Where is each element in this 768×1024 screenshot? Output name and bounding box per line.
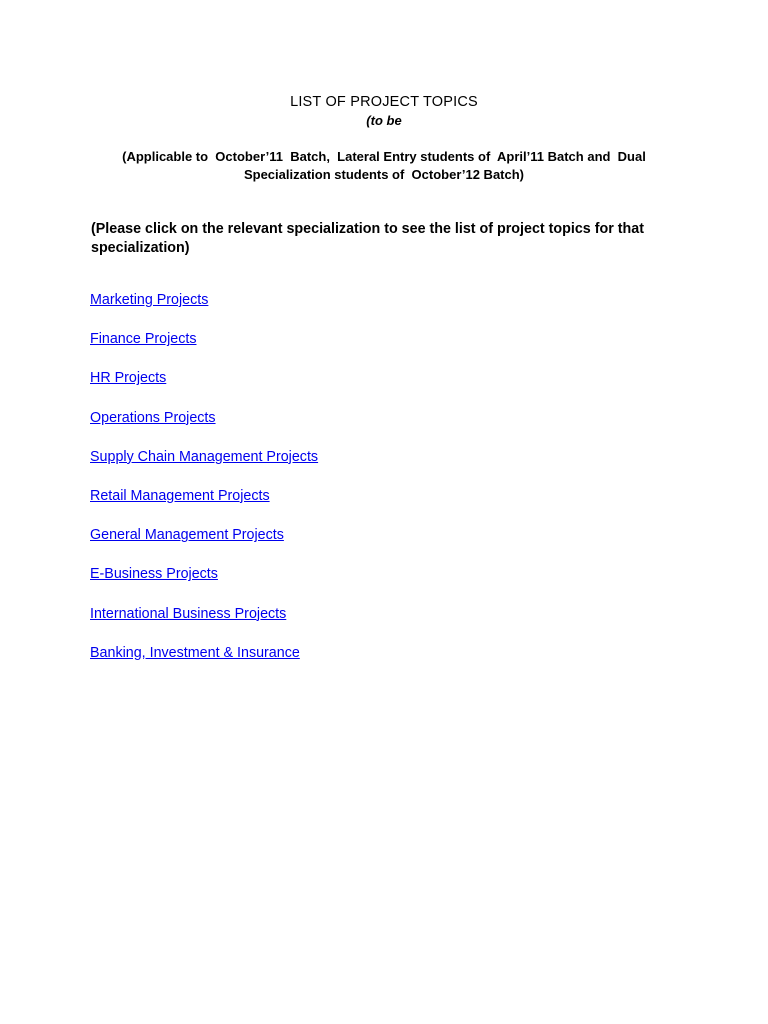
link-hr-projects[interactable]: HR Projects	[90, 370, 167, 387]
list-item	[90, 369, 318, 408]
specialization-link-list	[90, 291, 318, 683]
list-item	[90, 605, 318, 644]
page-title: LIST OF PROJECT TOPICS	[290, 94, 478, 110]
list-item	[90, 565, 318, 604]
link-e-business-projects[interactable]: E-Business Projects	[90, 566, 218, 583]
list-item	[90, 526, 318, 565]
link-banking-investment-insurance[interactable]: Banking, Investment & Insurance	[90, 644, 300, 661]
link-operations-projects[interactable]: Operations Projects	[90, 409, 216, 426]
link-general-management-projects[interactable]: General Management Projects	[90, 527, 284, 544]
applicability-line-1: (Applicable to October’11 Batch, Lateral Entry students of April’11 Batch and Dual	[122, 149, 646, 164]
list-item	[90, 330, 318, 369]
link-retail-management-projects[interactable]: Retail Management Projects	[90, 487, 270, 504]
applicability-line-2: Specialization students of October’12 Batch)	[243, 167, 525, 182]
link-finance-projects[interactable]: Finance Projects	[90, 331, 197, 348]
instruction-text: (Please click on the relevant specialization to see the list of project topics for that specialization)	[91, 221, 644, 256]
list-item	[90, 448, 318, 487]
page-subtitle: (to be	[366, 113, 402, 128]
list-item	[90, 291, 318, 330]
applicability-note	[90, 148, 678, 184]
list-item	[90, 644, 318, 683]
list-item	[90, 409, 318, 448]
link-marketing-projects[interactable]: Marketing Projects	[90, 292, 209, 308]
list-item	[90, 487, 318, 526]
link-international-business-projects[interactable]: International Business Projects	[90, 605, 287, 622]
link-supply-chain-management-projects[interactable]: Supply Chain Management Projects	[90, 448, 319, 465]
